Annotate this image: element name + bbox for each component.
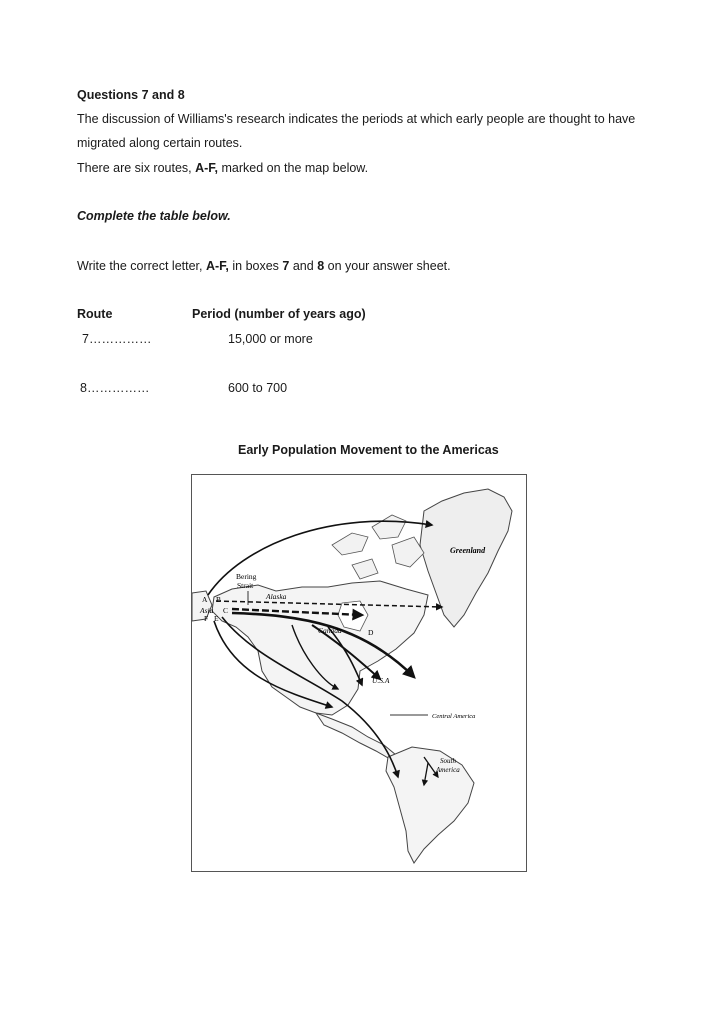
intro-line-1: The discussion of Williams's research indicates the periods at which early people are thought to have bbox=[77, 112, 636, 126]
routes-pre: There are six routes, bbox=[77, 161, 196, 175]
label-bering-1: Bering bbox=[236, 572, 257, 581]
map-svg bbox=[192, 475, 527, 872]
write-mid-2: and bbox=[289, 259, 318, 273]
route-letter-b: B bbox=[216, 595, 222, 604]
table-row-2-period: 600 to 700 bbox=[228, 381, 288, 395]
routes-post: marked on the map below. bbox=[218, 161, 369, 175]
table-header-route: Route bbox=[77, 307, 113, 321]
write-bold-3: 8 bbox=[317, 259, 325, 273]
questions-heading: Questions 7 and 8 bbox=[77, 88, 185, 102]
intro-line-2: migrated along certain routes. bbox=[77, 136, 243, 150]
table-header-period: Period (number of years ago) bbox=[192, 307, 366, 321]
south-america-landmass bbox=[386, 747, 474, 863]
label-bering-2: Strait bbox=[237, 581, 254, 590]
routes-sentence bbox=[77, 160, 368, 176]
arctic-islands bbox=[332, 515, 424, 579]
write-sentence bbox=[77, 258, 451, 274]
americas-map bbox=[191, 474, 527, 872]
route-letter-e: E bbox=[214, 614, 219, 623]
write-mid-1: in boxes bbox=[228, 259, 283, 273]
instruction: Complete the table below. bbox=[77, 209, 231, 223]
table-row-2-route[interactable]: 8…………… bbox=[80, 381, 150, 395]
label-alaska: Alaska bbox=[266, 592, 287, 601]
write-pre: Write the correct letter, bbox=[77, 259, 206, 273]
route-letter-f: F bbox=[204, 614, 209, 623]
table-row-1-route[interactable]: 7…………… bbox=[82, 332, 152, 346]
label-usa: U.S.A bbox=[372, 676, 390, 685]
label-greenland: Greenland bbox=[450, 546, 486, 555]
table-row-1-period: 15,000 or more bbox=[228, 332, 313, 346]
central-america-landmass bbox=[316, 713, 396, 759]
write-bold-1: A-F, bbox=[205, 259, 229, 273]
write-post: on your answer sheet. bbox=[324, 259, 451, 273]
map-title: Early Population Movement to the Americas bbox=[238, 443, 499, 457]
label-south-2: America bbox=[436, 766, 460, 774]
label-south-1: South bbox=[440, 757, 456, 765]
route-letter-c: C bbox=[223, 606, 229, 615]
label-asia: Asia bbox=[200, 606, 214, 615]
route-letter-d: D bbox=[368, 628, 374, 637]
write-bold-2: 7 bbox=[282, 259, 290, 273]
label-central-america: Central America bbox=[432, 713, 476, 720]
routes-bold: A-F, bbox=[195, 161, 219, 175]
label-canada: Canada bbox=[318, 626, 342, 635]
route-letter-a: A bbox=[202, 595, 208, 604]
